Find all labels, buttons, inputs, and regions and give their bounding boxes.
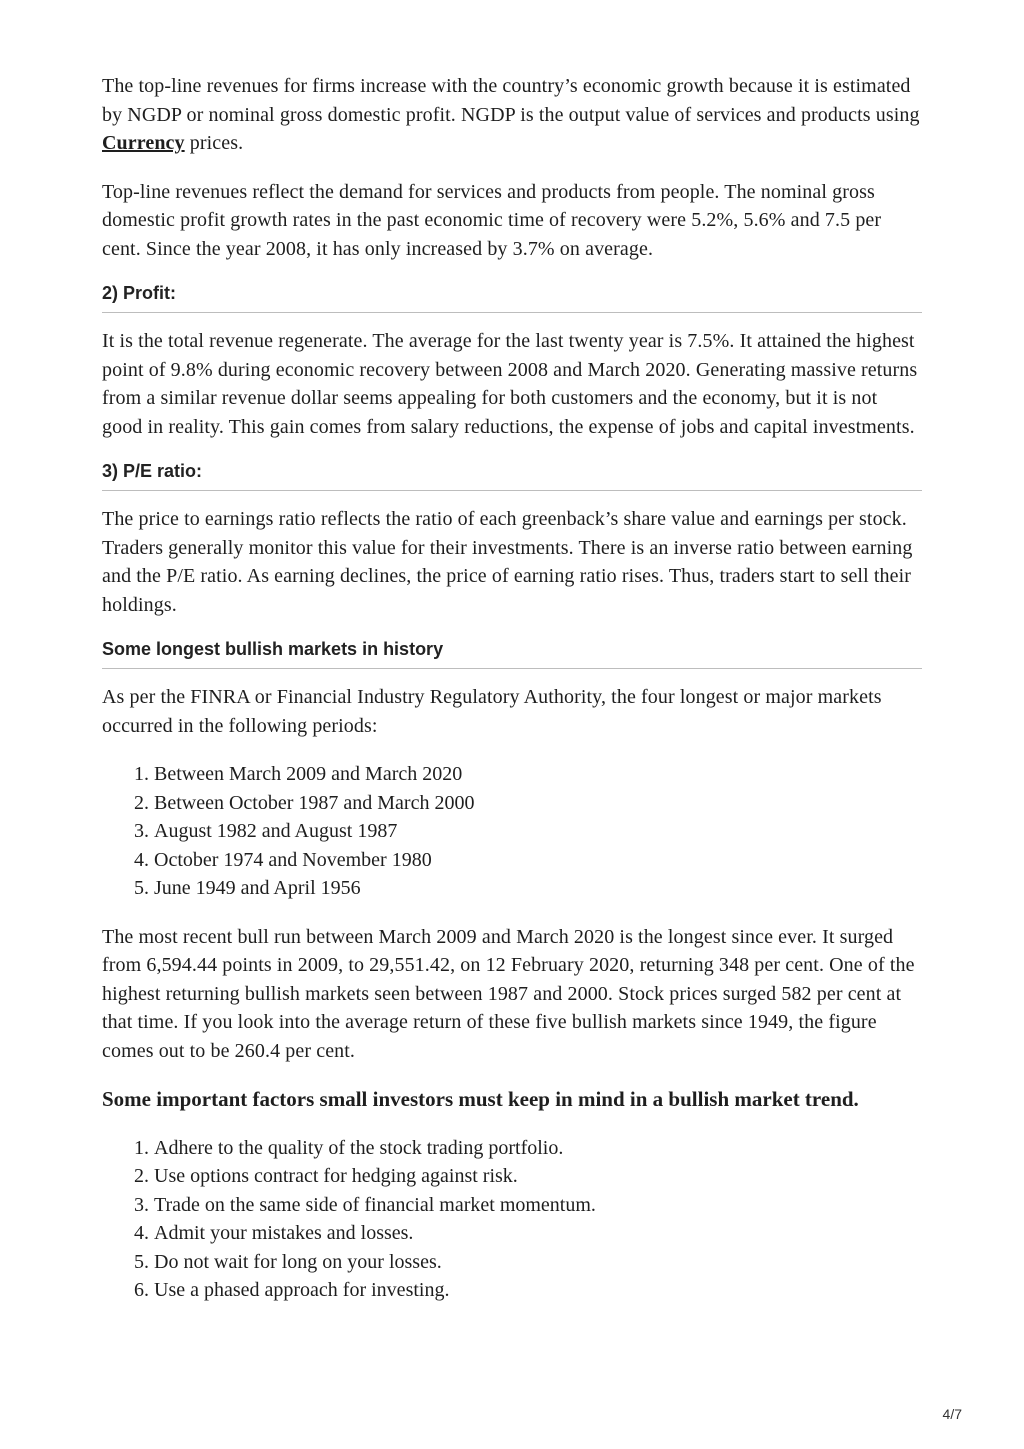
list-item: 4. Admit your mistakes and losses. [154,1219,922,1248]
document-page [102,72,922,1325]
intro-paragraph-2: Top-line revenues reflect the demand for services and products from people. The nominal gross domestic profit growth rates in the past economic time of recovery were 5.2%, 5.6% and 7.5 per cent. Since the year 2008, it has only increased by 3.7% on average. [102,180,882,260]
list-item: 2. Between October 1987 and March 2000 [154,789,922,818]
bullish-markets-intro: As per the FINRA or Financial Industry Regulatory Authority, the four longest or major markets occurred in the following periods: [102,686,882,737]
bullish-markets-summary: The most recent bull run between March 2009 and March 2020 is the longest since ever. It surged from 6,594.44 points in 2009, to 29,551.42, on 12 February 2020, returning 348 per cent. One of the highest returning bullish markets seen between 1987 and 2000. Stock prices surged 582 per cent at that time. If you look into the average return of these five bullish markets since 1949, the figure comes out to be 260.4 per cent. [102,925,915,1062]
list-item: 5. Do not wait for long on your losses. [154,1248,922,1277]
list-item: 1. Between March 2009 and March 2020 [154,760,922,789]
list-item: 3. August 1982 and August 1987 [154,817,922,846]
factors-heading: Some important factors small investors must keep in mind in a bullish market trend. [102,1087,859,1111]
profit-heading: 2) Profit: [102,283,922,313]
list-item: 5. June 1949 and April 1956 [154,874,922,903]
intro-text-before-link: The top-line revenues for firms increase with the country’s economic growth because it is estimated by NGDP or nominal gross domestic profit. NGDP is the output value of services and products using [102,75,920,126]
intro-paragraph-1 [102,72,922,158]
list-item: 2. Use options contract for hedging against risk. [154,1162,922,1191]
factors-list [102,1134,922,1305]
list-item: 3. Trade on the same side of financial market momentum. [154,1191,922,1220]
intro-text-after-link: prices. [184,132,244,154]
list-item: 4. October 1974 and November 1980 [154,846,922,875]
list-item: 6. Use a phased approach for investing. [154,1276,922,1305]
pe-ratio-heading: 3) P/E ratio: [102,461,922,491]
pe-ratio-paragraph: The price to earnings ratio reflects the ratio of each greenback’s share value and earnings per stock. Traders generally monitor this value for their investments. There is an inverse ratio between earning and the P/E ratio. As earning declines, the price of earning ratio rises. Thus, traders start to sell their holdings. [102,508,913,616]
bullish-markets-heading: Some longest bullish markets in history [102,639,922,669]
page-number: 4/7 [942,1406,962,1422]
currency-link[interactable]: Currency [102,132,185,154]
profit-paragraph: It is the total revenue regenerate. The average for the last twenty year is 7.5%. It attained the highest point of 9.8% during economic recovery between 2008 and March 2020. Generating massive returns from a similar revenue dollar seems appealing for both customers and the economy, but it is not good in reality. This gain comes from salary reductions, the expense of jobs and capital investments. [102,330,918,438]
bull-periods-list [102,760,922,903]
list-item: 1. Adhere to the quality of the stock trading portfolio. [154,1134,922,1163]
